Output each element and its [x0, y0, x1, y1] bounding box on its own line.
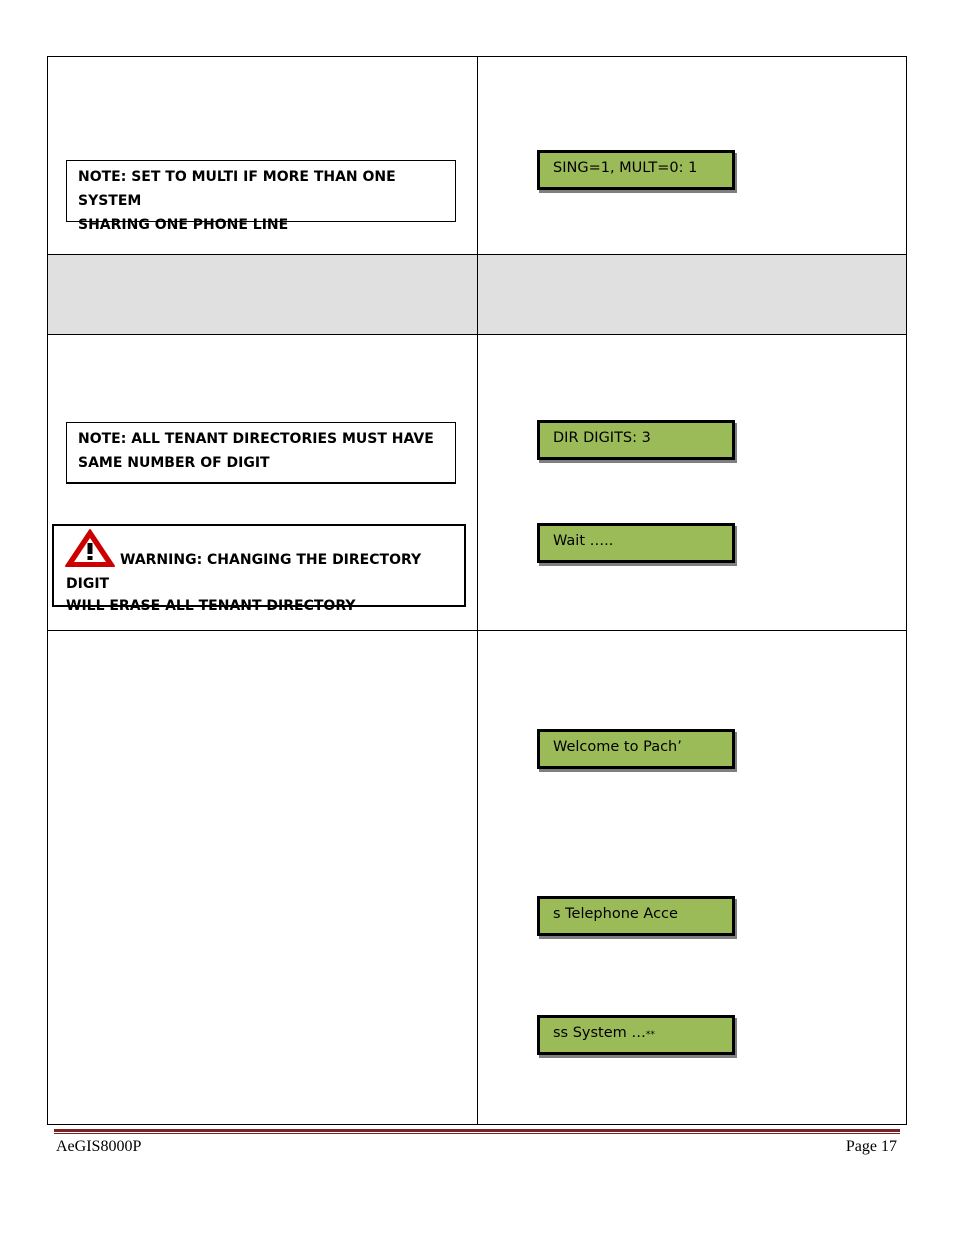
lcd-text: s Telephone Acce — [553, 906, 678, 922]
row-divider — [47, 630, 907, 631]
lcd-text: ss System … — [553, 1025, 646, 1041]
lcd-text: SING=1, MULT=0: 1 — [553, 160, 698, 176]
lcd-display-welcome — [537, 729, 735, 769]
note-line: SHARING ONE PHONE LINE — [78, 217, 289, 233]
warning-triangle-icon — [64, 528, 116, 568]
lcd-text: Wait ….. — [553, 533, 614, 549]
lcd-display-dir-digits — [537, 420, 735, 460]
note-line: SAME NUMBER OF DIGIT — [78, 455, 270, 471]
lcd-text: DIR DIGITS: 3 — [553, 430, 651, 446]
lcd-display-system — [537, 1015, 735, 1055]
row-divider — [47, 334, 907, 335]
lcd-display-telephone — [537, 896, 735, 936]
warning-box — [52, 524, 466, 614]
footer-rule — [54, 1129, 900, 1132]
lcd-display-sing-mult — [537, 150, 735, 190]
row-divider — [47, 254, 907, 255]
warning-text-line2: WILL ERASE ALL TENANT DIRECTORY — [66, 598, 356, 614]
lcd-text: Welcome to Pach’ — [553, 739, 682, 755]
note-directory-digits — [66, 422, 456, 484]
lcd-text-suffix: ** — [645, 1030, 655, 1040]
note-multi-system — [66, 160, 456, 233]
footer-page-number: Page 17 — [845, 1138, 897, 1155]
note-line: NOTE: ALL TENANT DIRECTORIES MUST HAVE — [78, 431, 434, 447]
column-divider — [477, 56, 478, 1125]
warning-text-line1: WARNING: CHANGING THE DIRECTORY DIGIT — [66, 552, 422, 592]
footer-product-name: AeGIS8000P — [56, 1138, 142, 1155]
lcd-display-wait — [537, 523, 735, 563]
footer-rule — [54, 1133, 900, 1134]
note-line: NOTE: SET TO MULTI IF MORE THAN ONE SYSTEM — [78, 169, 396, 209]
